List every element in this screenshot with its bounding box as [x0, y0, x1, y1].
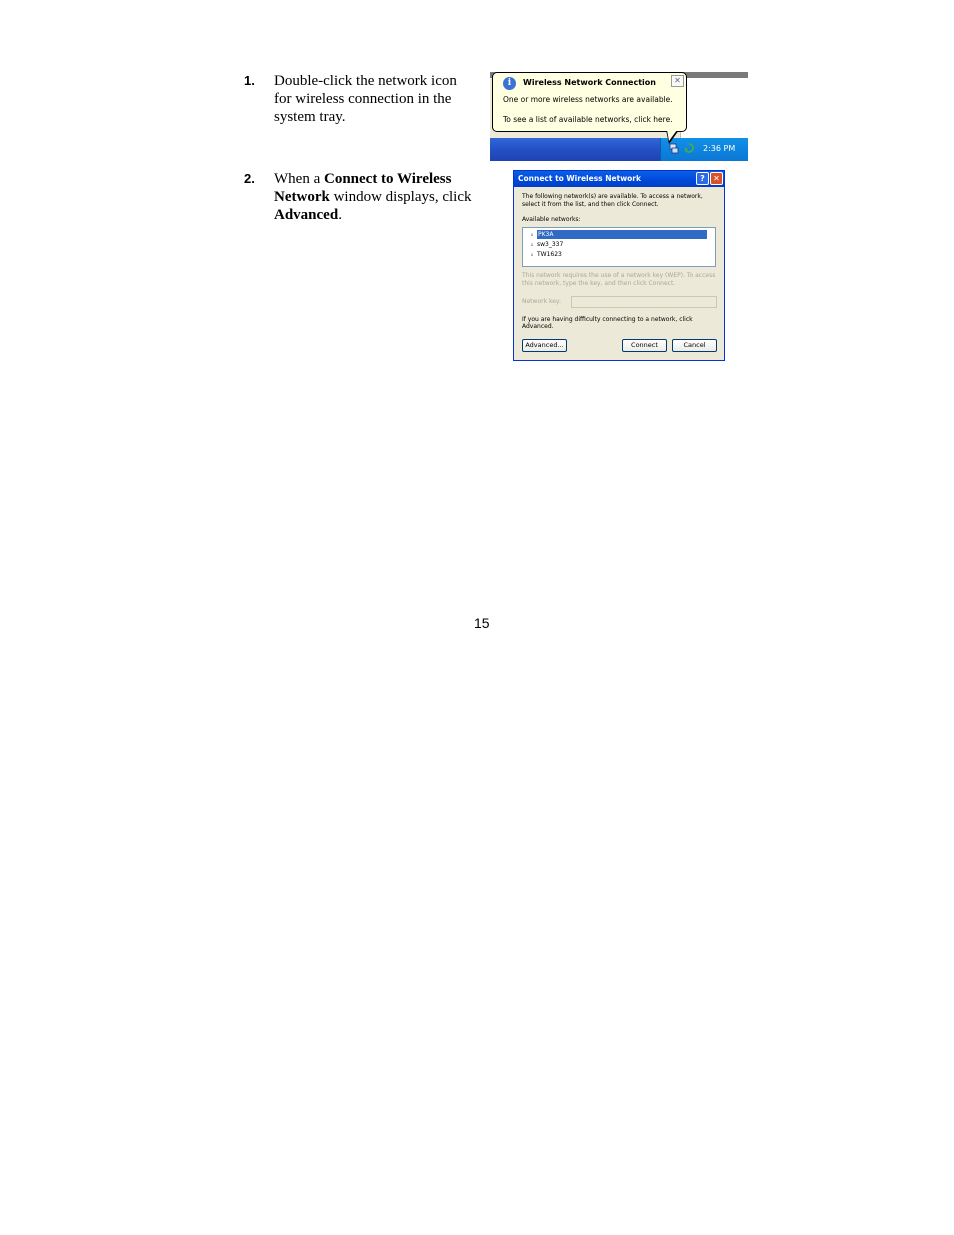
network-item[interactable]: ꜟ PK3A	[527, 230, 711, 239]
antenna-icon: ꜟ	[531, 251, 533, 258]
balloon-message: One or more wireless networks are available.	[503, 95, 673, 104]
network-key-label: Network key:	[522, 298, 562, 305]
antenna-icon: ꜟ	[531, 231, 533, 238]
network-item[interactable]: ꜟ sw3_337	[527, 240, 711, 249]
tray-screenshot	[490, 72, 748, 161]
balloon-link[interactable]: To see a list of available networks, click here.	[503, 115, 673, 124]
advanced-emphasis: Advanced	[274, 207, 339, 223]
notification-balloon[interactable]	[492, 72, 687, 132]
dialog-titlebar	[514, 171, 724, 187]
network-icon[interactable]	[669, 143, 679, 154]
close-icon[interactable]: ✕	[671, 75, 684, 87]
antenna-icon: ꜟ	[531, 241, 533, 248]
info-icon: i	[503, 77, 516, 90]
dialog-intro: The following network(s) are available. To access a network, select it from the list, and then click Connect.	[522, 193, 703, 208]
connect-button[interactable]: Connect	[622, 339, 667, 352]
network-item[interactable]: ꜟ TW1623	[527, 250, 711, 259]
refresh-icon[interactable]	[684, 143, 694, 154]
step-text: When a Connect to Wireless Network window displays, click Advanced.	[274, 171, 472, 223]
page-number: 15	[474, 615, 490, 631]
troubleshoot-text: If you are having difficulty connecting to a network, click Advanced.	[522, 316, 693, 330]
dialog-name-emphasis: Connect to Wireless Network	[274, 171, 452, 205]
balloon-title: Wireless Network Connection	[523, 78, 656, 87]
help-button[interactable]: ?	[696, 172, 709, 185]
network-key-input[interactable]	[571, 296, 717, 308]
desktop-area	[680, 78, 748, 138]
advanced-button[interactable]: Advanced...	[522, 339, 567, 352]
step-number: 1.	[244, 73, 255, 88]
dialog-title: Connect to Wireless Network	[518, 174, 641, 183]
step-number: 2.	[244, 171, 255, 186]
cancel-button[interactable]: Cancel	[672, 339, 717, 352]
step-text: Double-click the network icon for wireless connection in the system tray.	[274, 73, 457, 125]
close-button[interactable]: ✕	[710, 172, 723, 185]
tray-clock: 2:36 PM	[703, 144, 736, 153]
balloon-tail-fill	[667, 130, 677, 141]
wep-note: This network requires the use of a network key (WEP). To access this network, type the key, and then click Connect.	[522, 272, 716, 287]
connect-dialog	[513, 170, 725, 361]
available-networks-label: Available networks:	[522, 216, 581, 223]
network-list[interactable]	[522, 227, 716, 267]
